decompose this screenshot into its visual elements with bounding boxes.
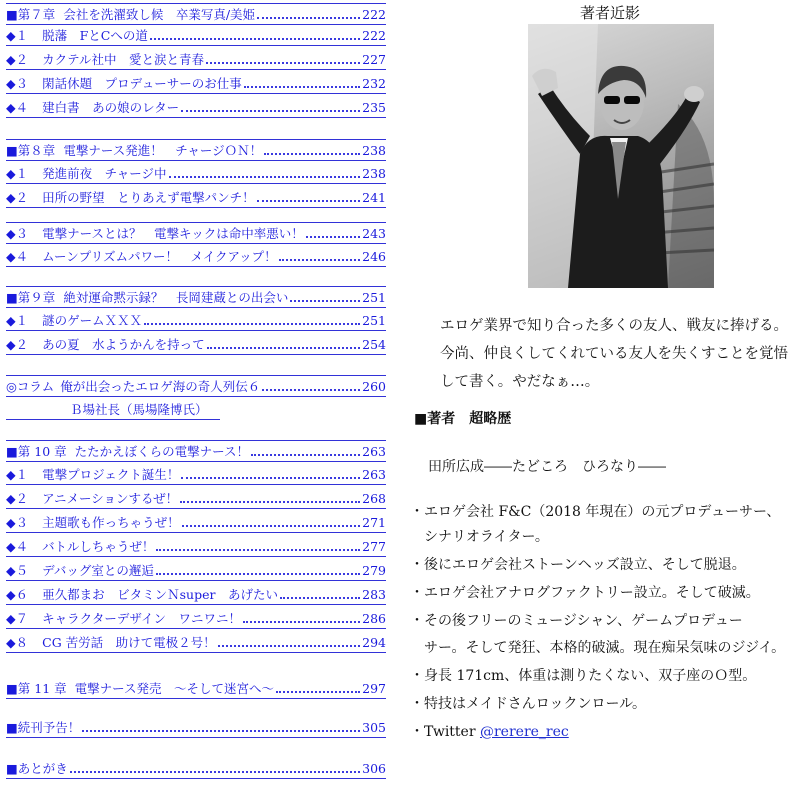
toc-page: 243: [362, 226, 386, 241]
toc-page: 238: [362, 166, 386, 181]
toc-row: [6, 678, 386, 699]
toc-page: 232: [362, 76, 386, 91]
dedication-line: 今尚、仲良くしてくれている友人を失くすことを覚悟: [440, 346, 788, 362]
toc-leader: [279, 258, 361, 261]
toc-number: ◆６: [6, 587, 29, 602]
toc-row: [6, 73, 386, 94]
toc-leader: [276, 690, 360, 693]
toc-leader: [144, 322, 360, 325]
toc-row: [6, 222, 386, 244]
toc-page: 305: [362, 720, 386, 735]
toc-page: 238: [362, 143, 386, 158]
toc-leader: [70, 770, 360, 773]
toc-number: ■第９章: [6, 290, 56, 305]
toc-row: [6, 758, 386, 779]
toc-leader: [243, 620, 360, 623]
toc-row: [6, 488, 386, 509]
toc-title: 脱藩 FとCへの道: [42, 28, 148, 43]
toc-page: 251: [362, 313, 386, 328]
toc-page: 263: [362, 467, 386, 482]
toc-page: 306: [362, 761, 386, 776]
toc-row: [6, 440, 386, 462]
toc-page: 263: [362, 444, 386, 459]
bio-line: ・身長 171cm、体重は測りたくない、双子座のＯ型。: [410, 668, 757, 684]
toc-number: ◆１: [6, 166, 29, 181]
toc-row: [6, 310, 386, 331]
toc-title: 会社を洗濯致し候 卒業写真/美姫: [63, 7, 256, 22]
toc-row: [6, 464, 386, 485]
column-continuation-text: Ｂ場社長（馬場隆博氏）: [70, 402, 208, 417]
toc-row: [6, 49, 386, 70]
toc-title: 絶対運命黙示録？ 長岡建蔵との出会い: [63, 290, 289, 305]
toc-row: [6, 632, 386, 653]
toc-page: 260: [362, 379, 386, 394]
toc-page: 222: [362, 28, 386, 43]
toc-leader: [264, 152, 360, 155]
toc-number: ■第７章: [6, 7, 56, 22]
toc-row: [6, 25, 386, 46]
toc-number: ◆２: [6, 52, 29, 67]
toc-title: カクテル社中 愛と涙と青春: [42, 52, 205, 67]
toc-number: ■第８章: [6, 143, 56, 158]
toc-leader: [280, 596, 360, 599]
toc-title: 発進前夜 チャージ中: [42, 166, 167, 181]
toc-title: 電撃ナース発進！ チャージＯＮ！: [63, 143, 263, 158]
author-section: [400, 0, 800, 800]
toc-number: ◆４: [6, 100, 29, 115]
author-name: 田所広成――たどころ ひろなり――: [428, 459, 666, 475]
toc-number: ◆２: [6, 337, 29, 352]
toc-leader: [251, 453, 360, 456]
toc-page: 241: [362, 190, 386, 205]
toc-leader: [150, 37, 360, 40]
toc-leader: [156, 572, 360, 575]
toc-leader: [206, 61, 360, 64]
toc-title: デバッグ室との邂逅: [42, 563, 154, 578]
toc-number: ◆１: [6, 313, 29, 328]
toc-title: 閑話休題 プロデューサーのお仕事: [42, 76, 242, 91]
toc-leader: [218, 644, 360, 647]
toc-page: 235: [362, 100, 386, 115]
twitter-handle-link[interactable]: @rerere_rec: [479, 724, 569, 740]
toc-title: 電撃ナースとは？ 電撃キックは命中率悪い！: [42, 226, 304, 241]
toc-page: 222: [362, 7, 386, 22]
bio-line: シナリオライター。: [410, 529, 549, 545]
bio-line: ・特技はメイドさんロックンロール。: [410, 696, 647, 712]
toc-row: [6, 3, 386, 25]
toc-leader: [262, 388, 360, 391]
toc-number: ◆４: [6, 539, 29, 554]
bio-line: ・後にエロゲ会社ストーンヘッズ設立、そして脱退。: [410, 557, 746, 573]
toc-number: ◆１: [6, 467, 29, 482]
photo-caption: 著者近影: [579, 4, 640, 22]
toc-number: ◆７: [6, 611, 29, 626]
toc-title: バトルしちゃうぜ！: [42, 539, 155, 554]
toc-number: ◆３: [6, 515, 29, 530]
toc-number: ■第 11 章: [6, 681, 67, 696]
toc-row: [6, 246, 386, 267]
toc-leader: [182, 524, 361, 527]
toc-number: ◆３: [6, 226, 29, 241]
toc-row: [6, 512, 386, 533]
column-continuation: [6, 399, 220, 420]
toc-row: [6, 375, 386, 397]
toc-page: 268: [362, 491, 386, 506]
bio-line: サー。そして発狂、本格的破滅。現在痴呆気味のジジイ。: [410, 640, 786, 656]
toc-number: ◆８: [6, 635, 29, 650]
toc-title: キャラクターデザイン ワニワニ！: [42, 611, 242, 626]
toc-number: ◆１: [6, 28, 29, 43]
bio-line: ・エロゲ会社 F&C（2018 年現在）の元プロデューサー、: [410, 504, 781, 520]
toc-leader: [82, 729, 360, 732]
toc-number: ■続刊予告！: [6, 720, 81, 735]
toc-title: たたかえぼくらの電撃ナース！: [74, 444, 250, 459]
toc-leader: [207, 346, 361, 349]
toc-row: [6, 584, 386, 605]
author-heading: ■著者 超略歴: [414, 411, 512, 427]
toc-number: ◆２: [6, 190, 29, 205]
toc-leader: [257, 199, 361, 202]
toc-leader: [181, 109, 360, 112]
toc-row: [6, 717, 386, 738]
dedication-line: エロゲ業界で知り合った多くの友人、戦友に捧げる。: [440, 318, 788, 334]
toc-row: [6, 608, 386, 629]
toc-leader: [180, 500, 360, 503]
toc-number: ◆３: [6, 76, 29, 91]
toc-page: 297: [362, 681, 386, 696]
toc-row: [6, 97, 386, 118]
toc-row: [6, 334, 386, 355]
toc-number: ◎コラム: [6, 379, 55, 394]
toc-leader: [169, 175, 361, 178]
toc-leader: [290, 299, 360, 302]
toc-row: [6, 163, 386, 184]
toc-page: 277: [362, 539, 386, 554]
toc-row: [6, 139, 386, 161]
toc-title: アニメーションするぜ！: [42, 491, 179, 506]
toc-leader: [181, 476, 360, 479]
table-of-contents: [0, 0, 392, 800]
toc-page: 294: [362, 635, 386, 650]
toc-number: ◆５: [6, 563, 29, 578]
toc-number: ◆４: [6, 249, 29, 264]
toc-title: 建白書 あの娘のレター: [42, 100, 180, 115]
toc-number: ◆２: [6, 491, 29, 506]
toc-page: 279: [362, 563, 386, 578]
toc-number: ■第 10 章: [6, 444, 67, 459]
toc-row: [6, 560, 386, 581]
toc-title: 田所の野望 とりあえず電撃パンチ！: [42, 190, 255, 205]
toc-page: 271: [362, 515, 386, 530]
toc-page: 283: [362, 587, 386, 602]
toc-row: [6, 536, 386, 557]
toc-title: 亜久都まお ビタミンＮsuper あげたい: [42, 587, 278, 602]
toc-title: CG 苦労話 助けて電极２号！: [42, 635, 216, 650]
bio-line: ・その後フリーのミュージシャン、ゲームプロデュー: [410, 613, 743, 629]
toc-title: ムーンプリズムパワー！ メイクアップ！: [42, 249, 277, 264]
twitter-line: [410, 721, 798, 741]
toc-leader: [244, 85, 360, 88]
toc-title: 主題歌も作っちゃうぜ！: [42, 515, 180, 530]
toc-title: 謎のゲームＸＸＸ: [42, 313, 143, 328]
toc-leader: [306, 235, 360, 238]
toc-row: [6, 286, 386, 308]
toc-page: 286: [362, 611, 386, 626]
toc-title: あの夏 水ようかんを持って: [42, 337, 205, 352]
toc-title: 俺が出会ったエロゲ海の奇人列伝６: [60, 379, 261, 394]
author-photo: [528, 24, 714, 288]
toc-title: 電撃ナース発売 ～そして迷宮へ～: [74, 681, 275, 696]
toc-page: 227: [362, 52, 386, 67]
toc-leader: [257, 16, 360, 19]
toc-row: [6, 187, 386, 208]
toc-page: 254: [362, 337, 386, 352]
twitter-label: ・Twitter: [410, 724, 480, 740]
toc-number: ■あとがき: [6, 761, 68, 776]
bio-line: ・エロゲ会社アナログファクトリー設立。そして破滅。: [410, 585, 760, 601]
toc-title: 電撃プロジェクト誕生！: [42, 467, 180, 482]
toc-leader: [156, 548, 360, 551]
dedication-line: して書く。やだなぁ…。: [440, 374, 600, 390]
toc-page: 251: [362, 290, 386, 305]
toc-page: 246: [362, 249, 386, 264]
